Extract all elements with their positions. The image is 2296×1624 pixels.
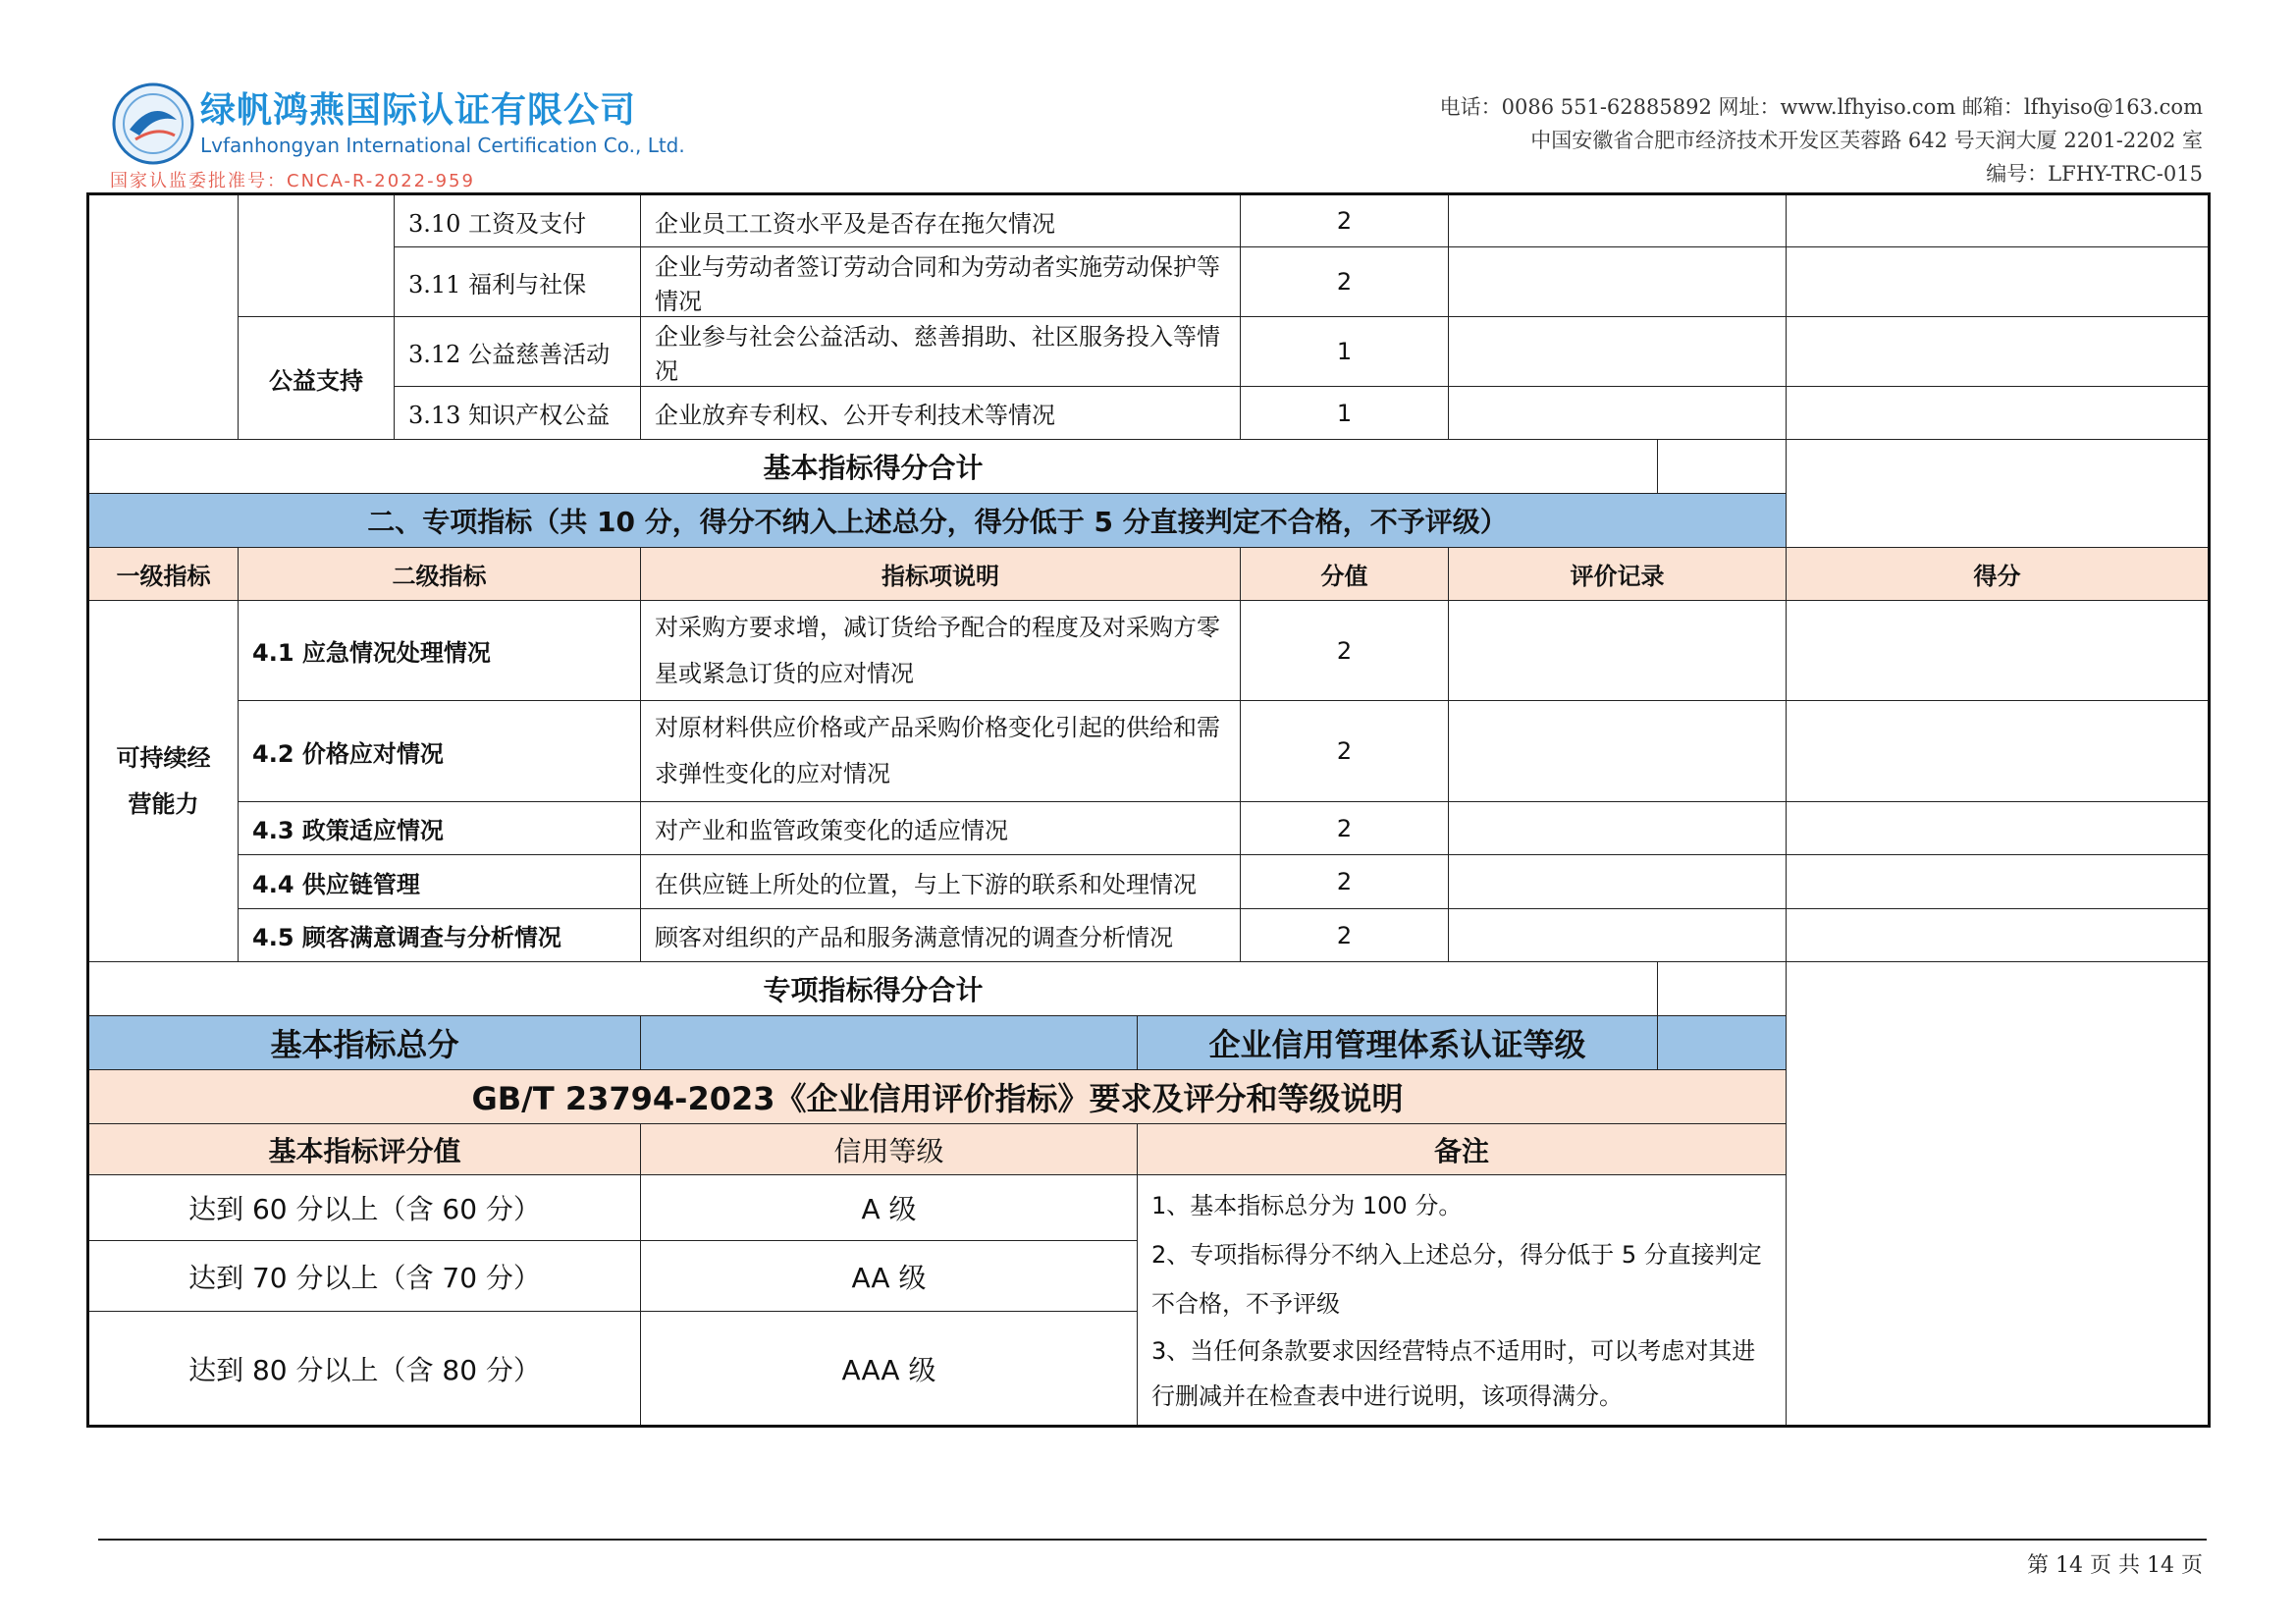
table-row	[88, 802, 2210, 855]
item-score: 2	[1241, 247, 1449, 317]
record-cell[interactable]	[1449, 701, 1787, 802]
total-score-value[interactable]	[641, 1016, 1138, 1070]
result-cell[interactable]	[1787, 194, 2210, 247]
item-score: 1	[1241, 317, 1449, 387]
header-note: 备注	[1138, 1124, 1787, 1175]
item-name: 4.5 顾客满意调查与分析情况	[239, 909, 641, 962]
table-row	[88, 194, 2210, 247]
item-score: 2	[1241, 194, 1449, 247]
record-cell[interactable]	[1449, 317, 1787, 387]
result-cell[interactable]	[1787, 701, 2210, 802]
record-cell[interactable]	[1449, 909, 1787, 962]
table-row	[88, 601, 2210, 701]
item-description: 在供应链上所处的位置，与上下游的联系和处理情况	[641, 855, 1241, 909]
level1-cell-empty	[88, 194, 239, 440]
page-number: 第 14 页 共 14 页	[2027, 1553, 2203, 1578]
table-row	[88, 701, 2210, 802]
result-cell[interactable]	[1787, 387, 2210, 440]
note-item: 1、基本指标总分为 100 分。	[1151, 1192, 1463, 1219]
record-cell[interactable]	[1449, 855, 1787, 909]
table-row	[88, 440, 2210, 494]
result-cell[interactable]	[1787, 855, 2210, 909]
result-cell[interactable]	[1787, 802, 2210, 855]
item-description: 企业与劳动者签订劳动合同和为劳动者实施劳动保护等情况	[641, 247, 1241, 317]
result-cell[interactable]	[1787, 601, 2210, 701]
header-record: 评价记录	[1449, 548, 1787, 601]
header-level2: 二级指标	[239, 548, 641, 601]
item-score: 2	[1241, 701, 1449, 802]
total-score-label: 基本指标总分	[88, 1016, 641, 1070]
grade-level: A 级	[641, 1175, 1138, 1241]
grade-score-range: 达到 70 分以上（含 70 分）	[88, 1241, 641, 1312]
header-level1: 一级指标	[88, 548, 239, 601]
company-logo-block	[106, 77, 685, 192]
basic-subtotal-value[interactable]	[1658, 440, 1787, 494]
item-description: 企业放弃专利权、公开专利技术等情况	[641, 387, 1241, 440]
item-name: 4.4 供应链管理	[239, 855, 641, 909]
grade-score-range: 达到 80 分以上（含 80 分）	[88, 1312, 641, 1427]
item-name: 3.12 公益慈善活动	[395, 317, 641, 387]
header-score: 分值	[1241, 548, 1449, 601]
record-cell[interactable]	[1449, 601, 1787, 701]
item-score: 2	[1241, 855, 1449, 909]
certification-level-value[interactable]	[1658, 1016, 1787, 1070]
record-cell[interactable]	[1449, 387, 1787, 440]
footer-divider	[98, 1539, 2207, 1541]
item-name: 4.1 应急情况处理情况	[239, 601, 641, 701]
company-logo-icon	[110, 81, 196, 167]
record-cell[interactable]	[1449, 247, 1787, 317]
company-name-en: Lvfanhongyan International Certification Co., Ltd.	[200, 134, 685, 157]
group-public-support: 公益支持	[239, 317, 395, 440]
item-score: 2	[1241, 909, 1449, 962]
item-name: 3.10 工资及支付	[395, 194, 641, 247]
record-cell[interactable]	[1449, 802, 1787, 855]
table-row	[88, 962, 2210, 1016]
table-row	[88, 387, 2210, 440]
header-description: 指标项说明	[641, 548, 1241, 601]
table-row	[88, 247, 2210, 317]
item-score: 1	[1241, 387, 1449, 440]
item-name: 3.11 福利与社保	[395, 247, 641, 317]
standard-header-row	[88, 1124, 2210, 1175]
basic-subtotal-label: 基本指标得分合计	[88, 440, 1658, 494]
item-description: 对采购方要求增，减订货给予配合的程度及对采购方零星或紧急订货的应对情况	[641, 601, 1241, 701]
note-item: 3、当任何条款要求因经营特点不适用时，可以考虑对其进行删减并在检查表中进行说明，该项得满分。	[1151, 1337, 1756, 1410]
item-description: 企业参与社会公益活动、慈善捐助、社区服务投入等情况	[641, 317, 1241, 387]
certification-level-label: 企业信用管理体系认证等级	[1138, 1016, 1658, 1070]
table-row	[88, 855, 2210, 909]
level2-cell-empty	[239, 194, 395, 317]
special-level1: 可持续经营能力	[88, 601, 239, 962]
result-cell[interactable]	[1787, 317, 2210, 387]
approval-number: 国家认监委批准号：CNCA-R-2022-959	[110, 171, 475, 191]
item-description: 顾客对组织的产品和服务满意情况的调查分析情况	[641, 909, 1241, 962]
grade-level: AA 级	[641, 1241, 1138, 1312]
company-name-cn: 绿帆鸿燕国际认证有限公司	[200, 90, 637, 131]
result-cell[interactable]	[1787, 247, 2210, 317]
special-subtotal-value[interactable]	[1658, 962, 1787, 1016]
note-item: 2、专项指标得分不纳入上述总分，得分低于 5 分直接判定不合格，不予评级	[1151, 1241, 1762, 1318]
header-score-value: 基本指标评分值	[88, 1124, 641, 1175]
table-row	[88, 317, 2210, 387]
item-description: 企业员工工资水平及是否存在拖欠情况	[641, 194, 1241, 247]
document-number: 编号：LFHY-TRC-015	[1986, 162, 2203, 186]
grade-row	[88, 1175, 2210, 1241]
address: 中国安徽省合肥市经济技术开发区芙蓉路 642 号天润大厦 2201-2202 室	[1530, 129, 2203, 152]
item-name: 4.3 政策适应情况	[239, 802, 641, 855]
standard-title-row	[88, 1070, 2210, 1124]
item-name: 3.13 知识产权公益	[395, 387, 641, 440]
contact-info: 电话：0086 551-62885892 网址：www.lfhyiso.com 邮箱：lfhyiso@163.com	[1439, 95, 2203, 119]
notes-cell	[1138, 1175, 1787, 1427]
table-row	[88, 909, 2210, 962]
evaluation-table	[86, 192, 2211, 1428]
item-description: 对产业和监管政策变化的适应情况	[641, 802, 1241, 855]
record-cell[interactable]	[1449, 194, 1787, 247]
grade-score-range: 达到 60 分以上（含 60 分）	[88, 1175, 641, 1241]
special-section-title: 二、专项指标（共 10 分，得分不纳入上述总分，得分低于 5 分直接判定不合格，不予评级）	[88, 494, 1787, 548]
item-score: 2	[1241, 802, 1449, 855]
summary-row	[88, 1016, 2210, 1070]
special-subtotal-label: 专项指标得分合计	[88, 962, 1658, 1016]
header-result: 得分	[1787, 548, 2210, 601]
header-grade: 信用等级	[641, 1124, 1138, 1175]
result-cell[interactable]	[1787, 909, 2210, 962]
header-row	[88, 548, 2210, 601]
grade-level: AAA 级	[641, 1312, 1138, 1427]
standard-title: GB/T 23794-2023《企业信用评价指标》要求及评分和等级说明	[88, 1070, 1787, 1124]
item-description: 对原材料供应价格或产品采购价格变化引起的供给和需求弹性变化的应对情况	[641, 701, 1241, 802]
item-score: 2	[1241, 601, 1449, 701]
item-name: 4.2 价格应对情况	[239, 701, 641, 802]
section-title-row	[88, 494, 2210, 548]
contact-block	[1440, 90, 2203, 190]
